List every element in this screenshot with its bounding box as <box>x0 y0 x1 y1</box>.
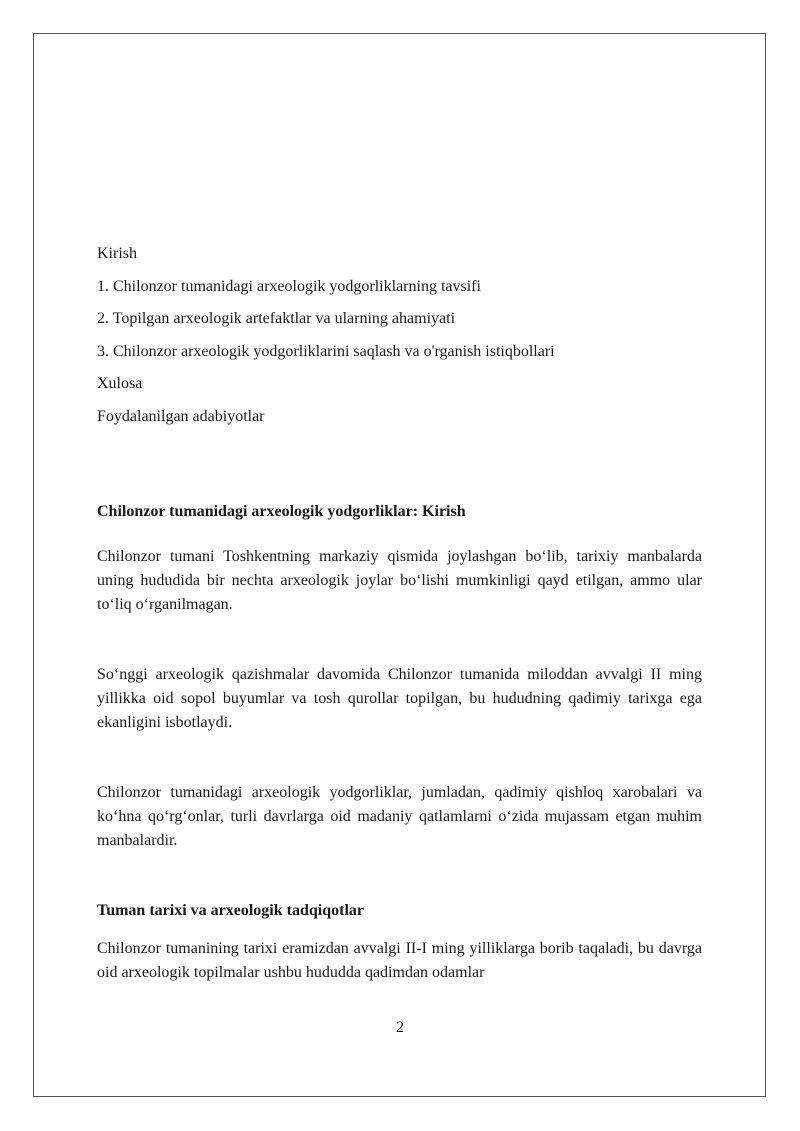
paragraph: So‘nggi arxeologik qazishmalar davomida Chilonzor tumanida miloddan avvalgi II ming yillikka oid sopol buyumlar va tosh qurollar topilgan, bu hududning qadimiy tarixga ega ekanligini isbotlaydi. <box>97 666 702 731</box>
paragraph: Chilonzor tumani Toshkentning markaziy qismida joylashgan bo‘lib, tarixiy manbalarda uning hududida bir nechta arxeologik joylar bo‘lishi mumkinligi qayd etilgan, ammo ular to‘liq o‘rganilmagan. <box>97 548 702 613</box>
document-body <box>97 500 702 985</box>
toc-item-3: 3. Chilonzor arxeologik yodgorliklarini saqlash va o'rganish istiqbollari <box>97 342 555 360</box>
paragraph: Chilonzor tumanining tarixi eramizdan avvalgi II-I ming yilliklarga borib taqaladi, bu davrga oid arxeologik topilmalar ushbu hududda qadimdan odamlar <box>97 940 702 981</box>
toc-item-1: 1. Chilonzor tumanidagi arxeologik yodgorliklarning tavsifi <box>97 277 481 295</box>
toc-item-conclusion: Xulosa <box>97 375 143 393</box>
toc-item-2: 2. Topilgan arxeologik artefaktlar va ularning ahamiyati <box>97 310 456 328</box>
toc-item-intro: Kirish <box>97 245 137 262</box>
page-number: 2 <box>396 1019 404 1036</box>
toc-item-references: Foydalanilgan adabiyotlar <box>97 407 265 425</box>
section-heading-intro: Chilonzor tumanidagi arxeologik yodgorliklar: Kirish <box>97 503 466 520</box>
section-heading-history: Tuman tarixi va arxeologik tadqiqotlar <box>97 902 364 919</box>
table-of-contents <box>97 242 702 438</box>
paragraph: Chilonzor tumanidagi arxeologik yodgorliklar, jumladan, qadimiy qishloq xarobalari va ko‘hna qo‘rg‘onlar, turli davrlarga oid madaniy qatlamlarni o‘zida mujassam etgan muhim manbalardir. <box>97 784 702 849</box>
